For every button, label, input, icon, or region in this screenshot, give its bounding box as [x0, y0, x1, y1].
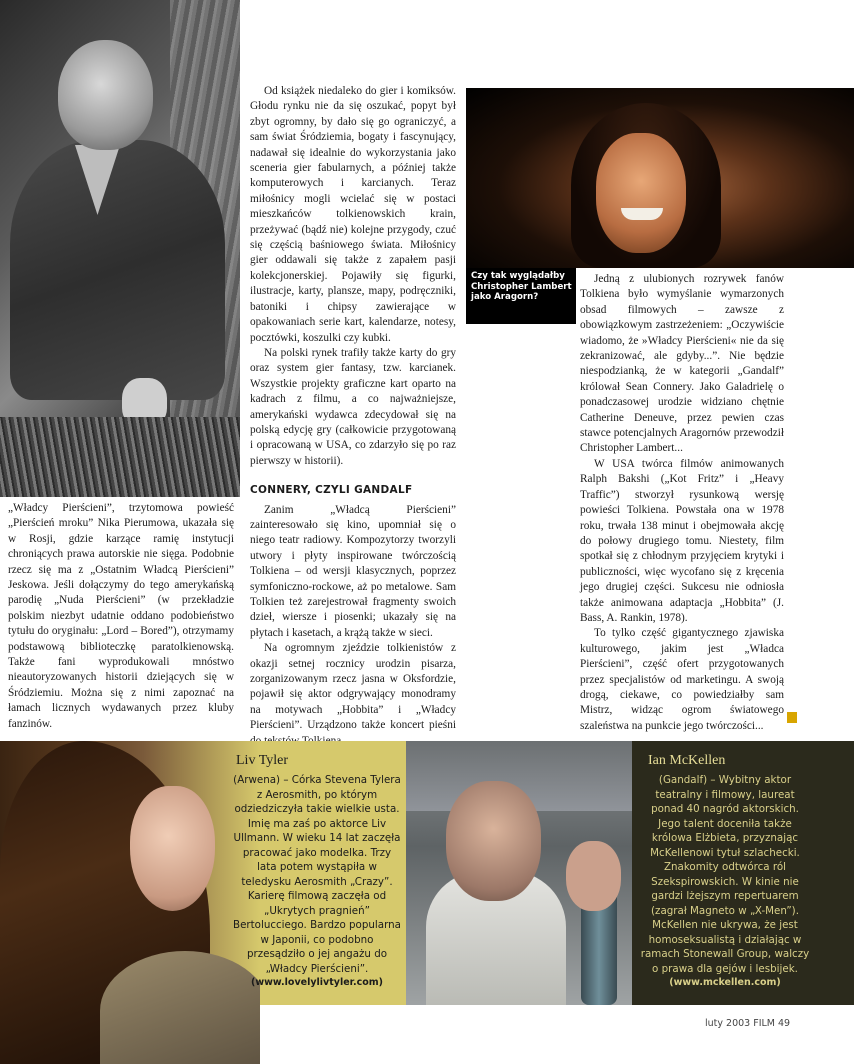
paragraph: Na ogromnym zjeździe tolkienistów z okazji setnej rocznicy urodzin pisarza, zorganizowanym rzecz jasna w Oksfordzie, pojawił się aktor odgrywający monodramy na motywach „Hobbita” i „Władcy Pierścieni”. Urządzono także koncert pieśni [250, 642, 456, 732]
ian-mckellen-text: (Gandalf) – Wybitny aktor teatralny i filmowy, laureat ponad 40 nagród aktorskich. Jego talent doceniła także królowa Elżbieta, przyznając McKellenowi tytuł szlachecki. Znakomity odtwórca ról Szekspirowskich. W kinie nie gardzi lżejszym repertuarem (zagrał Magneto w „X-Men”). McKellen nie ukrywa, że jest homoseksualistą i działając w ramach Stonewall Group, walczy o prawa dla gejów i lesbijek. [640, 774, 810, 975]
paragraph: Na polski rynek trafiły także karty do gry oraz system gier fantasy, tzw. karcianek. Wszystkie projekty graficzne kart oparto na kadrach z filmu, a co najważniejsze, amerykański wydawca zdecydował się na polską edycję gry (całkowicie przygotowaną i opracowaną w USA, co zdarzyło się po raz pierwszy w historii). [250, 346, 456, 467]
paragraph: W USA twórca filmów animowanych Ralph Bakshi („Kot Fritz” i „Heavy Traffic”) stworzył rysunkową wersję powieści Tolkiena. Powstała ona w 1978 roku, trwała 138 minut i obejmowała akcję do połowy drugiego tomu. Niestety, film spotkał się z chłodnym przyjęciem krytyki i publiczności, więc wycofano się z kręcenia jego drugiej części. Sukcesu nie odniosła także animowana adaptacja „Hobbita” (J. Bass, A. Rankin, 1978). [580, 457, 784, 624]
lambert-photo [466, 88, 854, 268]
ian-mckellen-url[interactable]: (www.mckellen.com) [669, 977, 781, 988]
paragraph: Od książek niedaleko do gier i komiksów. Głodu rynku nie da się oszukać, popyt był zbyt ogromny, by dało się go ograniczyć, a sam świat Śródziemia, bogaty i fascynujący, nadawał się idealnie do wykorzystania jako sceneria gier fabularnych, a później także komputerowych i karcianych. Teraz miłośnicy mogli wcielać się w postaci mieszkańców tolkienowskich krain, przeżywać (bądź nie) kolejne przygody, czuć się częścią baśniowego świata. Miłośnicy gier oddawali się także z zapałem pasji kolekcjonerskiej. Pojawiły się figurki, ilustracje, karty, plansze, mapy, podręczniki, batoniki i chipsy zawierające w opakowaniach serie kart, kalendarze, notesy, pocztówki, koszulki czy kubki. [250, 85, 456, 344]
gandalf-photo [406, 741, 632, 1005]
paragraph: Jedną z ulubionych rozrywek fanów Tolkiena było wymyślanie wymarzonych obsad filmowych – zawsze z obowiązkowym zastrzeżeniem: „Oczywiście wiadomo, że »Władcy Pierścieni« nie da się zekranizować, ale gdyby...”. Nie będzie niespodzianką, że w kategorii „Gandalf” królował Sean Connery. Jako Galadrielę o ponadczasowej urodzie widziano chętnie Catherine Deneuve, przez pewien czas stawce potencjalnych Aragornów przewodził Christopher Lambert... [580, 273, 784, 455]
end-mark-icon [787, 712, 797, 723]
lambert-caption: Czy tak wyglądałby Christopher Lambert jako Aragorn? [471, 271, 572, 302]
ian-mckellen-name: Ian McKellen [648, 753, 726, 768]
tolkien-photo [0, 0, 240, 497]
paragraph: To tylko część gigantycznego zjawiska kulturowego, jakim jest „Władca Pierścieni”, część ofert przygotowanych przez specjalistów od marketingu. A swoją drogą, ciekawe, co powiedziałby sam Mistrz, widząc ogrom światowego szaleństwa na punkcie jego twórczości... [580, 627, 784, 732]
liv-tyler-text: (Arwena) – Córka Stevena Tylera z Aerosmith, po którym odziedziczyła takie wielkie usta. Imię ma zaś po aktorce Liv Ullmann. W wieku 14 lat zaczęła pracować jako modelka. Trzy lata potem wystąpiła w teledysku Aerosmith „Crazy”. Karierę filmową zaczęła od „Ukrytych pragnień” Bertolucciego. Bardzo popularna w Japonii, co podobno przesądziło o jej angażu do „Władcy Pierścieni”. [233, 774, 401, 975]
paragraph: Zanim „Władcą Pierścieni” zainteresowało się kino, upomniał się o niego teatr radiowy. Kompozytorzy tworzyli utwory i płyty inspirowane twórczością Tolkiena – od wersji klasycznych, poprzez symfoniczno-rockowe, aż po metalowe. Sam Tolkien też zarejestrował fragmenty swoich dzieł, wiersze i piosenki; ukazały się na płytach i kasetach, a krążą także w sieci. [250, 503, 456, 639]
middle-column [250, 84, 456, 749]
liv-tyler-url[interactable]: (www.lovelylivtyler.com) [250, 977, 384, 988]
section-heading: CONNERY, CZYLI GANDALF [250, 484, 413, 497]
ian-mckellen-bio [640, 753, 810, 991]
liv-tyler-name: Liv Tyler [236, 753, 289, 768]
tolkien-caption: „Władcy Pierścieni”, trzytomowa powieść „Pierścień mroku” Nika Pierumowa, ukazała się w Rosji, gdzie karzące ramię instytucji chroniących prawa autorskie nie sięga. Podobnie rzecz się ma z „Ostatnim Władcą Pierścieni” Jeskowa. Jeśli dołączymy do tego amerykańską parodię „Nuda Pierścieni” (w przekładzie polskim niezbyt udatnie oddano podobieństwo tytułu do oryginału: „Lord – Bored”), otrzymamy podstawową biblioteczkę paratolkienowską. Także fani wyprodukowali mnóstwo nieautoryzowanych historii dziejących się w Śródziemiu. Można się z nimi zapoznać na łamach licznych wydawanych przez kluby fanzinów. [8, 502, 234, 730]
right-column [580, 272, 784, 734]
tolkien-caption-column [8, 501, 234, 732]
page-footer: luty 2003 FILM 49 [705, 1018, 791, 1029]
liv-tyler-bio [232, 753, 402, 991]
liv-tyler-photo [0, 741, 260, 1064]
